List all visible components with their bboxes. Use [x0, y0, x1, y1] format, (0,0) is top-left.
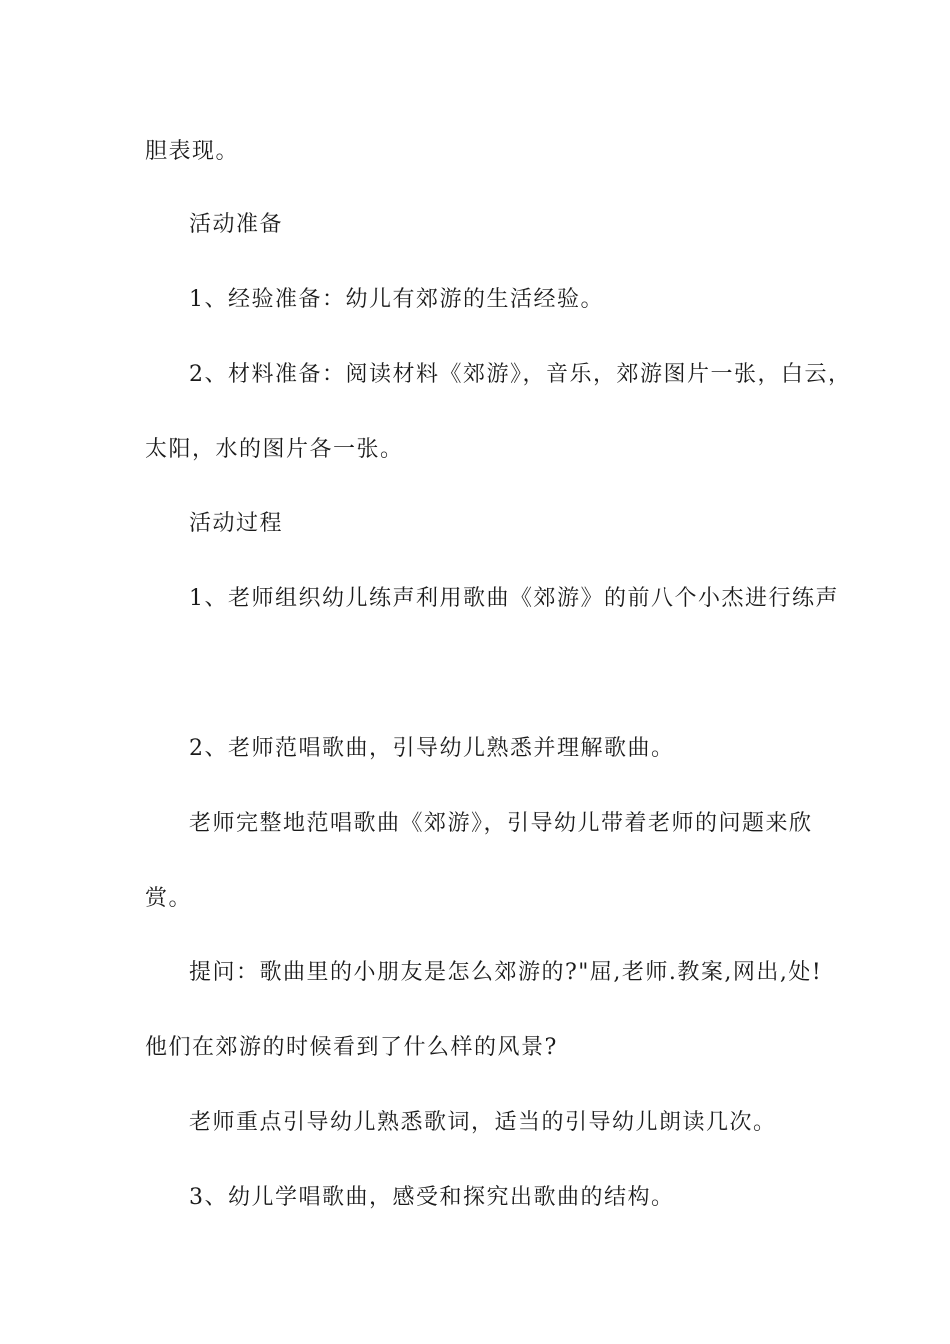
text-line: 1、经验准备：幼儿有郊游的生活经验。 [189, 287, 604, 312]
text-line: 2、老师范唱歌曲，引导幼儿熟悉并理解歌曲。 [189, 736, 675, 761]
text-line: 胆表现。 [145, 139, 240, 164]
text-line: 他们在郊游的时候看到了什么样的风景? [145, 1035, 558, 1060]
text-line: 提问：歌曲里的小朋友是怎么郊游的?"屈,老师.教案,网出,处! [189, 960, 823, 985]
text-line: 1、老师组织幼儿练声利用歌曲《郊游》的前八个小杰进行练声 [189, 586, 839, 611]
text-line: 赏。 [145, 886, 193, 911]
text-line: 老师完整地范唱歌曲《郊游》，引导幼儿带着老师的问题来欣 [189, 811, 813, 836]
text-line: 老师重点引导幼儿熟悉歌词，适当的引导幼儿朗读几次。 [189, 1110, 777, 1135]
text-line: 2、材料准备：阅读材料《郊游》，音乐，郊游图片一张，白云， [189, 362, 852, 387]
section-heading: 活动过程 [189, 511, 284, 536]
text-line: 太阳，水的图片各一张。 [145, 437, 404, 462]
text-line: 3、幼儿学唱歌曲，感受和探究出歌曲的结构。 [189, 1185, 675, 1210]
section-heading: 活动准备 [189, 212, 284, 237]
